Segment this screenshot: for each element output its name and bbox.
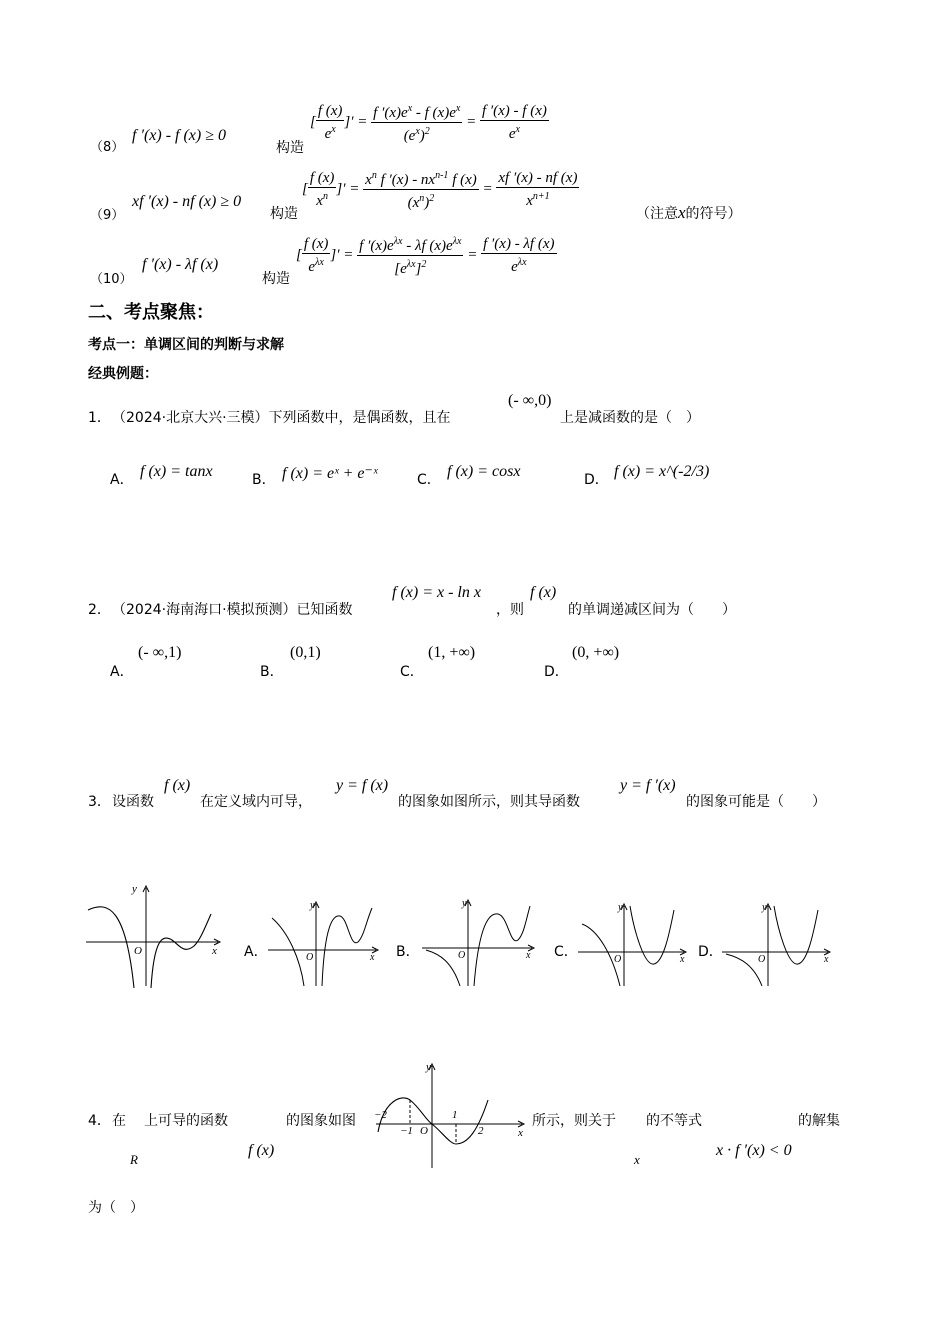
q1-number: 1． [88,410,111,426]
row10-derivation: [ $\frac{f (x)}{e^{\lambda x}}$ ]′ = $\frac{f '(x)e^{\lambda x} - \lambda f (x)e^{\lambda x}}{[e^{\lambda x}]^2}$ = $\frac{f '(x) - \lambda f (x)}{e^{\lambda x}}$ [296,233,557,278]
q2-function: f (x) = x - ln x [392,584,481,601]
q2-option-c-label[interactable]: C． [400,664,424,680]
q4-text-7: 为（ ） [88,1200,144,1216]
q4-x-label: x [518,1127,523,1139]
q2-option-d[interactable]: (0, +∞) [572,644,620,661]
examples-heading: 经典例题： [88,366,158,382]
q3-func-3: y = f ′(x) [620,777,676,794]
q3-option-b-label[interactable]: B． [396,944,420,960]
q3-orig-origin: O [134,945,142,957]
q3-c-origin: O [614,954,622,965]
q3-a-x-label: x [370,952,375,963]
q4-var-x: x [634,1152,640,1167]
q3-b-origin: O [458,950,466,961]
row9-note: （注意x的符号） [636,203,742,222]
q2-text-b: ，则 [496,602,524,618]
q2-option-b[interactable]: (0,1) [290,644,321,661]
row10-condition: f ′(x) - λf (x) [142,256,219,273]
q2-option-d-label[interactable]: D． [544,664,569,680]
q3-orig-y-label: y [132,883,137,895]
q4-text-5: 的不等式 [646,1113,702,1129]
row9-derivation: [ $\frac{f (x)}{x^n}$ ]′ = $\frac{x^n f '(x) - nx^{n-1} f (x)}{(x^n)^2}$ = $\frac{xf '(x) - nf (x)}{x^{n+1}}$ [302,167,579,212]
q3-option-b-graph[interactable] [420,896,538,988]
q4-tick-pos1: 1 [452,1109,458,1121]
q1-option-c[interactable]: f (x) = cosx [447,463,521,480]
q1-text-b: 上是减函数的是（ ） [560,410,700,426]
q3-c-y-label: y [618,902,623,913]
section-title: 二、考点聚焦： [88,302,214,323]
q2-option-b-label[interactable]: B． [260,664,284,680]
q3-option-c-graph[interactable] [576,900,692,988]
q3-b-y-label: y [462,898,467,909]
q4-text-4: 所示，则关于 [532,1113,616,1129]
q1-option-a[interactable]: f (x) = tanx [140,463,213,480]
q1-option-d-label[interactable]: D． [584,472,609,488]
q3-option-d-graph[interactable] [720,900,836,988]
q2-option-a-label[interactable]: A． [110,664,134,680]
q4-text-3: 的图象如图 [286,1113,356,1129]
q1-option-c-label[interactable]: C． [417,472,441,488]
row9-construct: 构造 [270,206,298,222]
row8-condition: f ′(x) - f (x) ≥ 0 [132,127,227,144]
q3-option-a-graph[interactable] [266,898,382,988]
q3-option-a-label[interactable]: A． [244,944,268,960]
q4-text-6: 的解集 [798,1113,840,1129]
q3-text-3: 的图象如图所示，则其导函数 [398,794,580,810]
q3-text-4: 的图象可能是（ ） [686,794,826,810]
q3-d-origin: O [758,954,766,965]
q1-option-b-label[interactable]: B． [252,472,276,488]
q3-a-y-label: y [310,900,315,911]
q4-text-2: 上可导的函数 [144,1113,228,1129]
q3-a-origin: O [306,952,314,963]
row9-condition: xf ′(x) - nf (x) ≥ 0 [132,193,242,210]
q3-func-1: f (x) [164,777,191,794]
row8-number: （8） [90,140,125,155]
q2-option-a[interactable]: (- ∞,1) [138,644,182,661]
q4-inequality: x · f ′(x) < 0 [716,1142,792,1159]
q3-c-x-label: x [680,954,685,965]
q4-graph [372,1060,530,1170]
q2-text-a: （2024·海南海口·模拟预测）已知函数 [112,602,353,618]
q1-option-b[interactable]: f (x) = eˣ + e⁻ˣ [282,465,378,482]
q1-interval: (- ∞,0) [508,392,552,409]
q4-tick-neg2: −2 [374,1109,387,1121]
q1-option-a-label[interactable]: A． [110,472,134,488]
row8-construct: 构造 [276,140,304,156]
q2-option-c[interactable]: (1, +∞) [428,644,476,661]
q3-d-y-label: y [762,902,767,913]
q3-original-graph [84,880,224,990]
q3-func-2: y = f (x) [336,777,389,794]
q3-text-1: 设函数 [112,794,154,810]
q4-number: 4． [88,1113,111,1129]
row8-derivation: [ $\frac{f (x)}{e^x}$ ]′ = $\frac{f '(x)e^x - f (x)e^x}{(e^x)^2}$ = $\frac{f '(x) - f (x)}{e^x}$ [310,100,549,145]
q4-text-1: 在 [112,1113,126,1129]
q4-tick-neg1: −1 [400,1125,413,1137]
q2-text-c: 的单调递减区间为（ ） [568,602,736,618]
q2-function2: f (x) [530,584,557,601]
q4-origin: O [420,1125,428,1137]
q3-b-x-label: x [526,950,531,961]
q3-option-d-label[interactable]: D． [698,944,723,960]
q3-text-2: 在定义域内可导， [200,794,312,810]
row9-number: （9） [90,208,125,223]
q4-tick-pos2: 2 [478,1125,484,1137]
row10-construct: 构造 [262,271,290,287]
q3-number: 3． [88,794,111,810]
q3-option-c-label[interactable]: C． [554,944,578,960]
row10-number: （10） [90,272,133,287]
q4-func: f (x) [248,1142,275,1159]
q4-y-label: y [426,1061,431,1073]
q1-text-a: （2024·北京大兴·三模）下列函数中，是偶函数，且在 [112,410,451,426]
q3-d-x-label: x [824,954,829,965]
q4-set-R: R [130,1152,138,1167]
point-heading: 考点一：单调区间的判断与求解 [88,337,284,353]
q2-number: 2． [88,602,111,618]
q3-orig-x-label: x [212,945,217,957]
q1-option-d[interactable]: f (x) = x^(-2/3) [614,463,710,480]
